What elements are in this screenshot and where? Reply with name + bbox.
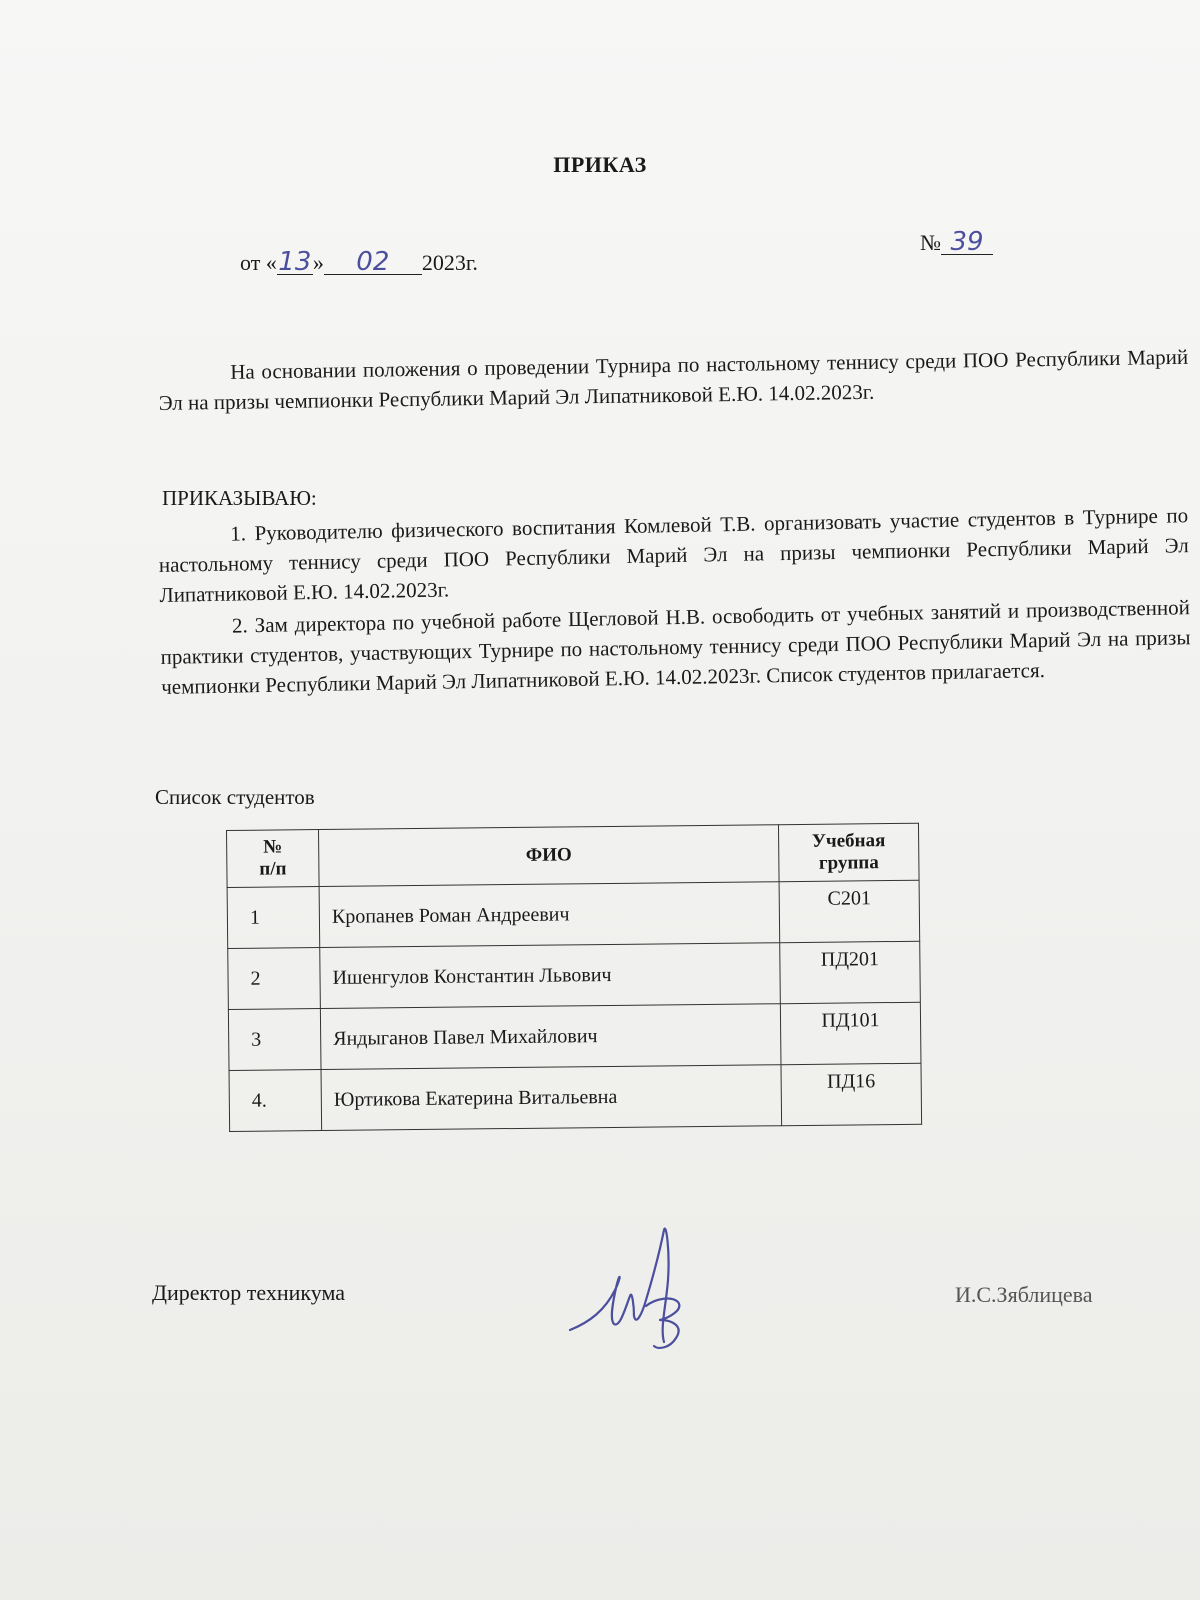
table-row	[227, 880, 920, 948]
document-title: ПРИКАЗ	[553, 152, 647, 177]
date-year: 2023г.	[421, 250, 478, 275]
table-header-row	[227, 823, 920, 887]
order-heading: ПРИКАЗЫВАЮ:	[162, 486, 317, 510]
students-table	[226, 823, 922, 1132]
date-day-blank	[277, 247, 313, 277]
row-name: Кропанев Роман Андреевич	[319, 882, 780, 948]
students-table-wrapper	[226, 823, 922, 1132]
header-group-line1: Учебная	[811, 830, 886, 852]
order-item-1: 1. Руководителю физического воспитания Комлевой Т.В. организовать участие студентов в Турнире по настольному теннису среди ПОО Республики Марий Эл на призы чемпионки Республики Марий Эл Липатниковой Е.Ю. 14.02.2023г.	[158, 503, 1189, 607]
row-group: С201	[779, 880, 920, 942]
header-group	[778, 823, 919, 881]
row-num: 4.	[229, 1070, 322, 1132]
date-month-handwritten: 02	[356, 247, 390, 277]
number-blank	[941, 227, 993, 257]
order-date	[240, 247, 478, 277]
number-prefix: №	[920, 230, 941, 255]
row-num: 1	[227, 887, 320, 949]
header-num-line1: №	[263, 836, 283, 858]
row-num: 3	[228, 1009, 321, 1071]
date-month-blank	[324, 247, 422, 277]
signatory-post: Директор техникума	[152, 1280, 346, 1305]
row-group: ПД101	[780, 1002, 921, 1064]
row-group: ПД16	[781, 1063, 922, 1125]
row-num: 2	[228, 948, 321, 1010]
order-items	[158, 500, 1191, 702]
date-prefix: от «	[240, 250, 277, 275]
signatory-name: И.С.Зяблицева	[955, 1282, 1093, 1307]
header-num	[227, 830, 320, 888]
table-row	[228, 1002, 921, 1070]
header-name: ФИО	[319, 825, 780, 887]
order-number	[920, 227, 993, 257]
order-item-2: 2. Зам директора по учебной работе Щегловой Н.В. освободить от учебных занятий и производственной практики студентов, участвующих Турнире по настольному теннису среди ПОО Республики Марий Эл на призы чемпионки Республики Марий Эл Липатниковой Е.Ю. 14.02.2023г. Список студентов прилагается.	[160, 595, 1191, 699]
header-num-line2: п/п	[259, 858, 287, 880]
handwritten-signature	[560, 1210, 720, 1370]
number-handwritten: 39	[950, 227, 984, 257]
preamble-text: На основании положения о проведении Турнира по настольному теннису среди ПОО Республики Марий Эл на призы чемпионки Республики Марий Эл Липатниковой Е.Ю. 14.02.2023г.	[158, 344, 1189, 415]
row-group: ПД201	[780, 941, 921, 1003]
row-name: Яндыганов Павел Михайлович	[320, 1004, 781, 1070]
students-list-title: Список студентов	[155, 785, 315, 809]
row-name: Юртикова Екатерина Витальевна	[321, 1065, 782, 1131]
date-middle: »	[312, 250, 324, 275]
table-row	[228, 941, 921, 1009]
row-name: Ишенгулов Константин Львович	[320, 943, 781, 1009]
table-row	[229, 1063, 922, 1131]
header-group-line2: группа	[818, 852, 879, 874]
date-day-handwritten: 13	[278, 247, 312, 277]
preamble-paragraph	[158, 342, 1189, 418]
